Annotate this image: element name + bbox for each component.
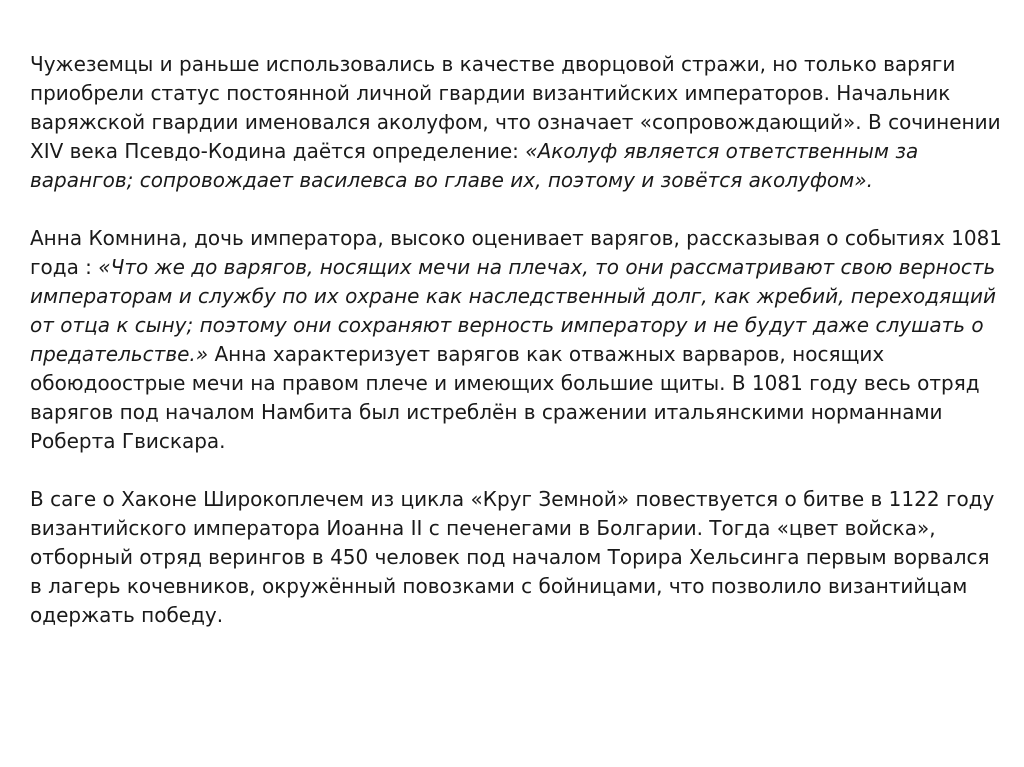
paragraph-text: Чужеземцы и раньше использовались в качестве дворцовой стражи, но только варяги приобрели статус постоянной личной гвардии византийских императоров. Начальник варяжской гвардии именовался аколуфом, что означает «сопровождающий». В сочинении XIV века Псевдо-Кодина даётся определение: xyxy=(30,52,1001,163)
paragraph-text: Анна характеризует варягов как отважных варваров, носящих обоюдоострые мечи на правом плече и имеющих большие щиты. В 1081 году весь отряд варягов под началом Намбита был истреблён в сражении итальянскими норманнами Роберта Гвискара. xyxy=(30,342,980,453)
paragraph-hakon-saga xyxy=(30,485,1005,630)
anna-komnene-quote: «Что же до варягов, носящих мечи на плечах, то они рассматривают свою верность императорам и службу по их охране как наследственный долг, как жребий, переходящий от отца к сыну; поэтому они сохраняют верность императору и не будут даже слушать о предательстве.» xyxy=(30,255,996,366)
paragraph-text: В саге о Хаконе Широкоплечем из цикла «Круг Земной» повествуется о битве в 1122 году византийского императора Иоанна II с печенегами в Болгарии. Тогда «цвет войска», отборный отряд верингов в 450 человек под началом Торира Хельсинга первым ворвался в лагерь кочевников, окружённый повозками с бойницами, что позволило византийцам одержать победу. xyxy=(30,487,995,627)
pseudo-kodinos-quote: «Аколуф является ответственным за варангов; сопровождает василевса во главе их, поэтому и зовётся аколуфом». xyxy=(30,139,919,192)
paragraph-acolouthos xyxy=(30,50,1005,195)
paragraph-anna-komnene xyxy=(30,224,1005,456)
paragraph-text: Анна Комнина, дочь императора, высоко оценивает варягов, рассказывая о событиях 1081 года : xyxy=(30,226,1003,279)
body-text xyxy=(30,50,1005,630)
